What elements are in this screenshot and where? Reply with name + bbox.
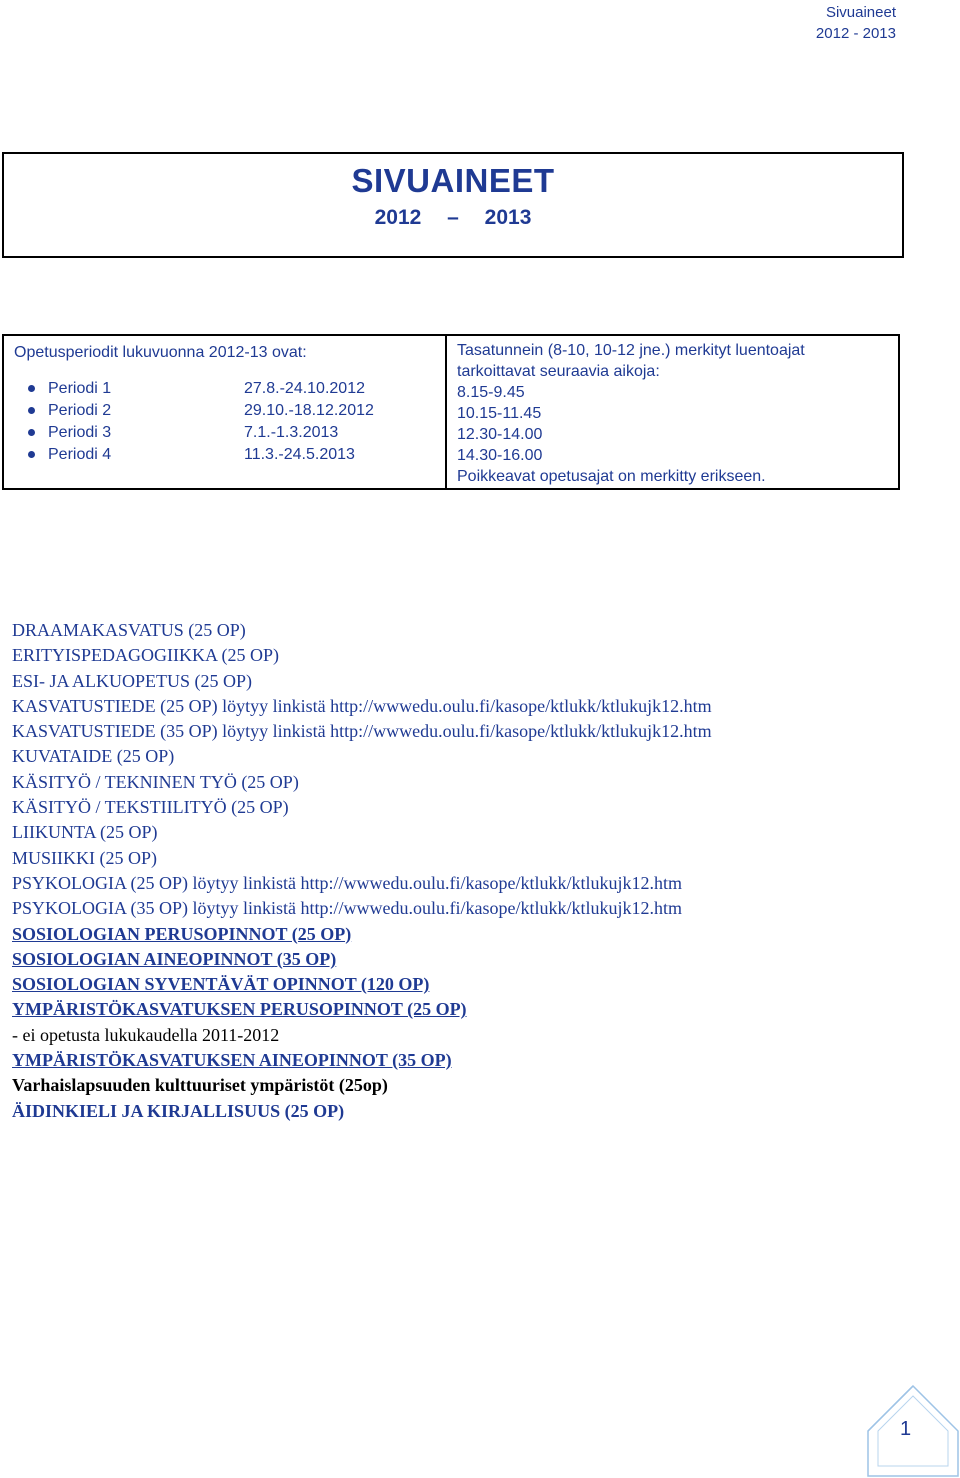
course-link-draamakasvatus[interactable]: DRAAMAKASVATUS (25 OP) [12, 620, 246, 640]
course-link-ymparisto-perus[interactable]: YMPÄRISTÖKASVATUKSEN PERUSOPINNOT (25 OP) [12, 999, 467, 1020]
course-link-liikunta[interactable]: LIIKUNTA (25 OP) [12, 822, 158, 843]
info-table [2, 334, 900, 490]
course-link-psykologia-35[interactable]: PSYKOLOGIA (35 OP) löytyy linkistä http://wwwedu.oulu.fi/kasope/ktlukk/ktlukujk12.htm [12, 898, 682, 919]
course-link-psykologia-25[interactable]: PSYKOLOGIA (25 OP) löytyy linkistä http://wwwedu.oulu.fi/kasope/ktlukk/ktlukujk12.htm [12, 872, 682, 893]
course-link-kasityo-tekstiili[interactable]: KÄSITYÖ / TEKSTIILITYÖ (25 OP) [12, 797, 289, 818]
course-link-erityispedagogiikka[interactable]: ERITYISPEDAGOGIIKKA (25 OP) [12, 645, 279, 666]
period-name: Periodi 4 [48, 446, 112, 463]
course-link-sosiologia-syventavat[interactable]: SOSIOLOGIAN SYVENTÄVÄT OPINNOT (120 OP) [12, 974, 430, 995]
course-link-aidinkieli[interactable]: ÄIDINKIELI JA KIRJALLISUUS (25 OP) [12, 1100, 345, 1121]
course-note: - ei opetusta lukukaudella 2011-2012 [12, 1024, 280, 1045]
course-link-kasvatustiede-35[interactable]: KASVATUSTIEDE (35 OP) löytyy linkistä http://wwwedu.oulu.fi/kasope/ktlukk/ktlukujk12.htm [12, 721, 712, 742]
course-list [12, 618, 952, 1124]
times-line: 10.15-11.45 [457, 405, 542, 422]
course-link-kuvataide[interactable]: KUVATAIDE (25 OP) [12, 746, 175, 767]
times-cell [447, 336, 898, 488]
period-row [14, 378, 445, 400]
period-row [14, 400, 445, 422]
period-name: Periodi 1 [48, 380, 112, 397]
period-row [14, 422, 445, 444]
times-line: Tasatunnein (8-10, 10-12 jne.) merkityt luentoajat [457, 342, 805, 359]
course-link-kasvatustiede-25[interactable]: KASVATUSTIEDE (25 OP) löytyy linkistä http://wwwedu.oulu.fi/kasope/ktlukk/ktlukujk12.htm [12, 695, 712, 716]
times-line: 8.15-9.45 [457, 384, 525, 401]
period-dates: 27.8.-24.10.2012 [244, 380, 365, 397]
title-box [2, 152, 904, 258]
page-subtitle-years: 2012 – 2013 [374, 206, 532, 229]
page-title: SIVUAINEET [351, 162, 555, 199]
periods-cell [4, 336, 447, 488]
bullet-icon [14, 400, 48, 422]
period-dates: 7.1.-1.3.2013 [244, 424, 339, 441]
course-varhaislapsuus: Varhaislapsuuden kulttuuriset ympäristöt (25op) [12, 1075, 388, 1096]
period-dates: 11.3.-24.5.2013 [244, 446, 355, 463]
bullet-icon [14, 444, 48, 466]
period-name: Periodi 3 [48, 424, 112, 441]
running-header [816, 2, 896, 44]
bullet-icon [14, 422, 48, 444]
course-link-kasityo-tekninen[interactable]: KÄSITYÖ / TEKNINEN TYÖ (25 OP) [12, 771, 299, 792]
course-link-sosiologia-perus[interactable]: SOSIOLOGIAN PERUSOPINNOT (25 OP) [12, 923, 352, 944]
header-title: Sivuaineet [825, 4, 896, 21]
period-row [14, 444, 445, 466]
times-line: 14.30-16.00 [457, 447, 543, 464]
times-line: tarkoittavat seuraavia aikoja: [457, 363, 660, 380]
bullet-icon [14, 378, 48, 400]
course-link-sosiologia-aine[interactable]: SOSIOLOGIAN AINEOPINNOT (35 OP) [12, 948, 337, 969]
period-name: Periodi 2 [48, 402, 112, 419]
page-number-shape [866, 1384, 960, 1478]
periods-intro: Opetusperiodit lukuvuonna 2012-13 ovat: [14, 344, 307, 361]
course-link-musiikki[interactable]: MUSIIKKI (25 OP) [12, 847, 157, 868]
course-link-ymparisto-aine[interactable]: YMPÄRISTÖKASVATUKSEN AINEOPINNOT (35 OP) [12, 1050, 452, 1071]
header-years: 2012 - 2013 [815, 25, 896, 42]
times-line: Poikkeavat opetusajat on merkitty erikseen. [457, 468, 766, 485]
times-line: 12.30-14.00 [457, 426, 543, 443]
course-link-esi-ja-alkuopetus[interactable]: ESI- JA ALKUOPETUS (25 OP) [12, 670, 253, 691]
period-dates: 29.10.-18.12.2012 [244, 402, 374, 419]
page-number: 1 [900, 1418, 912, 1440]
